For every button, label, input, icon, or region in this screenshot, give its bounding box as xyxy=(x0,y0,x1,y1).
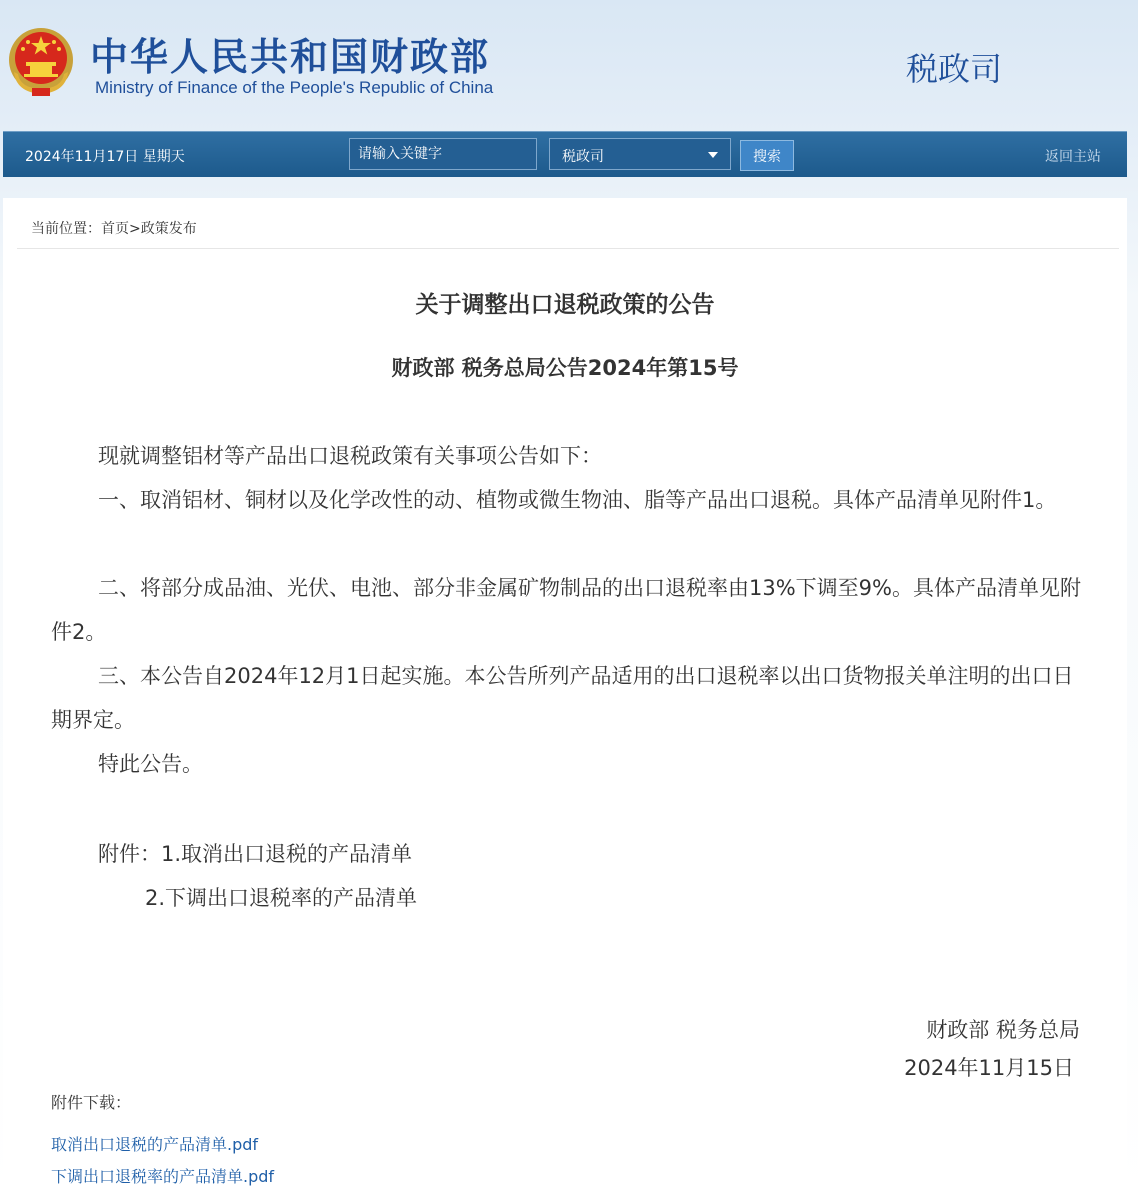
breadcrumb-home-link[interactable]: 首页 xyxy=(101,221,129,237)
breadcrumb-separator: > xyxy=(129,221,141,237)
downloads-heading: 附件下载： xyxy=(51,1093,132,1112)
chevron-down-icon xyxy=(708,152,718,158)
breadcrumb xyxy=(31,218,197,238)
breadcrumb-current[interactable]: 政策发布 xyxy=(140,221,197,237)
download-link-attachment-2[interactable]: 下调出口退税率的产品清单.pdf xyxy=(51,1167,275,1186)
nav-bar xyxy=(3,131,1127,177)
search-input[interactable] xyxy=(349,138,537,170)
article-title: 关于调整出口退税政策的公告 xyxy=(415,292,715,318)
return-home-link[interactable]: 返回主站 xyxy=(1045,149,1101,165)
site-title-cn[interactable]: 中华人民共和国财政部 xyxy=(90,35,491,79)
article-item-3: 三、本公告自2024年12月1日起实施。本公告所列产品适用的出口退税率以出口货物报关单注明的出口日期界定。 xyxy=(51,664,1074,732)
document-number: 财政部 税务总局公告2024年第15号 xyxy=(391,356,739,380)
download-link-attachment-1[interactable]: 取消出口退税的产品清单.pdf xyxy=(51,1135,259,1154)
search-button[interactable]: 搜索 xyxy=(740,140,794,171)
issuer-signature: 财政部 税务总局 xyxy=(926,1018,1080,1042)
breadcrumb-prefix: 当前位置： xyxy=(31,221,101,237)
article-panel xyxy=(3,198,1127,1200)
current-date: 2024年11月17日 星期天 xyxy=(25,149,185,165)
search-scope-value: 税政司 xyxy=(562,149,604,165)
article-closing: 特此公告。 xyxy=(98,752,203,776)
search-scope-select[interactable] xyxy=(549,138,731,170)
attachment-list-item-1: 附件：1.取消出口退税的产品清单 xyxy=(98,842,413,866)
divider xyxy=(17,248,1119,249)
article-item-1: 一、取消铝材、铜材以及化学改性的动、植物或微生物油、脂等产品出口退税。具体产品清单见附件1。 xyxy=(98,488,1057,512)
site-header xyxy=(0,0,1138,130)
site-title-en[interactable]: Ministry of Finance of the People's Republic of China xyxy=(95,78,494,97)
national-emblem-icon xyxy=(6,22,76,98)
article-item-2: 二、将部分成品油、光伏、电池、部分非金属矿物制品的出口退税率由13%下调至9%。具体产品清单见附件2。 xyxy=(51,576,1081,644)
department-title[interactable]: 税政司 xyxy=(906,50,1003,88)
issue-date: 2024年11月15日 xyxy=(904,1056,1074,1080)
attachment-list-item-2: 2.下调出口退税率的产品清单 xyxy=(145,886,418,910)
article-intro: 现就调整铝材等产品出口退税政策有关事项公告如下： xyxy=(98,444,602,468)
